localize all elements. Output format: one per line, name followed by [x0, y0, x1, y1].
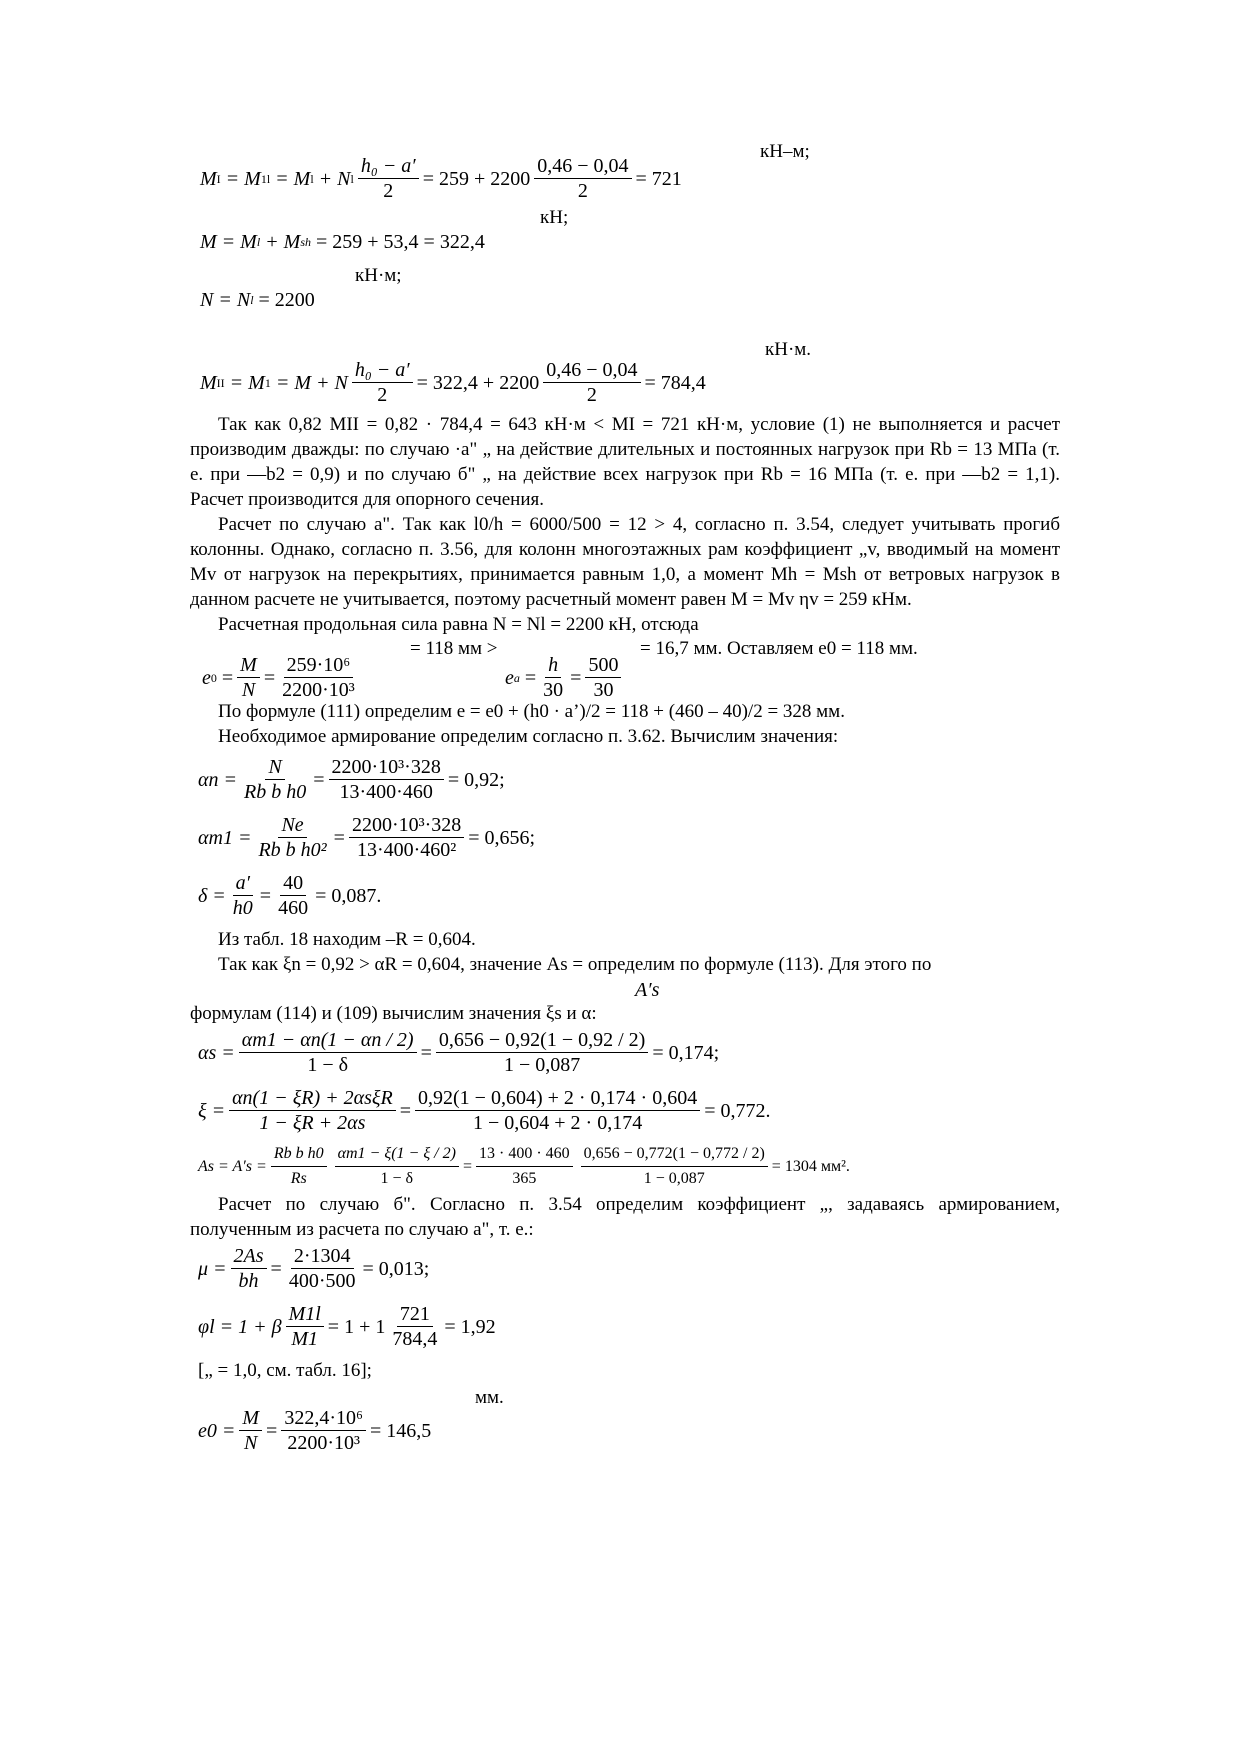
paragraph: Так как 0,82 MII = 0,82 · 784,4 = 643 кН·м < MI = 721 кН·м, условие (1) не выполняется и расчет производим дважды: по случаю ·а" „ на действие длительных и постоянных нагрузок при Rb = 13 МПа (т. е. при —b2 = 0,9) и по случаю б" „ на действие всех нагрузок при Rb = 16 МПа (т. е. при —b2 = 1,1). Расчет производится для опорного сечения. — [190, 414, 1060, 510]
fraction: $\frac{\text{h₀ − a′}}{2}$ — [352, 358, 413, 407]
equation-body: M I = M 1l = M l + N l $\frac{\text{h₀ − a′}}{2}$ = 259 + 2200 $\frac{0,46 - 0,04}{2}$ = 721 — [200, 155, 682, 202]
equation-m — [190, 208, 1060, 256]
unit-label: мм. — [475, 1387, 504, 1408]
unit-label: кН; — [540, 207, 569, 228]
beta-note: [„ = 1,0, см. табл. 16]; — [198, 1360, 372, 1381]
equation-as: As = A′s = $\frac{\text{Rb b h0}}{Rs}$ $\frac{\alpha m1 - \xi(1 - \xi / 2)}{1 - \delta}$ = $\frac{13 \cdot 400 \cdot 460}{365}$ $\frac{0,656 - 0,772(1 - 0,772 / 2)}{1 - 0,087}$ = 1304 мм². — [190, 1142, 1060, 1192]
equation-alpha-n: αn = $\frac{N}{\text{Rb b h0}}$ = $\frac{\text{2200·10³·328}}{13\cdot 400\cdot 460}$ = 0,92; — [198, 756, 505, 803]
paragraph: Расчет по случаю а". Так как l0/h = 6000/500 = 12 > 4, согласно п. 3.54, следует учитывать прогиб колонны. Однако, согласно п. 3.56, для колонн многоэтажных рам коэффициент „v, вводимый на момент Mv от нагрузок на перекрытиях, принимается равным 1,0, а момент Mh = Msh от ветровых нагрузок в данном расчете не учитывается, поэтому расчетный момент равен M = Mv ηv = 259 кНм. — [190, 514, 1060, 610]
equation-e0-ea: = 118 мм > = 16,7 мм. Оставляем e0 = 118 мм. e 0 = $\frac{M}{N}$ = $\frac{\text{259·10⁶}}{\text{2200·10³}}$ e a = $\frac{h}{30}$ = $\frac{500}{30}$ — [202, 638, 918, 701]
document-page — [190, 141, 1060, 1462]
paragraph: Расчет по случаю б". Согласно п. 3.54 определим коэффициент „, задаваясь армированием, полученным из расчета по случаю а", т. е.: — [190, 1194, 1060, 1240]
fraction: $\frac{0,46 - 0,04}{2}$ — [534, 154, 631, 203]
paragraph: Из табл. 18 находим –R = 0,604. — [218, 929, 476, 950]
as-prime-symbol: A′s — [635, 979, 660, 1001]
equation-body: N = N l = 2200 — [200, 289, 315, 311]
equation-mu: μ = $\frac{2As}{bh}$ = $\frac{2\cdot 1304}{400\cdot 500}$ = 0,013; — [198, 1245, 430, 1292]
equation-m-i — [190, 141, 1060, 208]
unit-label: кН–м; — [760, 141, 810, 162]
equation-body: M II = M 1 = M + N $\frac{\text{h₀ − a′}}{2}$ = 322,4 + 2200 $\frac{0,46 - 0,04}{2}$ = 784,4 — [200, 359, 706, 406]
equation-ea: e a = $\frac{h}{30}$ = $\frac{500}{30}$ — [505, 653, 625, 702]
paragraph-with-as: Так как ξn = 0,92 > αR = 0,604, значение As = определим по формуле (113). Для этого по A′s — [218, 954, 932, 1001]
paragraph: формулам (114) и (109) вычислим значения ξs и α: — [190, 1003, 597, 1024]
fraction: $\frac{0,46 - 0,04}{2}$ — [543, 358, 640, 407]
equation-delta: δ = $\frac{a'}{h0}$ = $\frac{40}{460}$ = 0,087. — [198, 872, 382, 919]
equation-n — [190, 256, 1060, 328]
equation-m-ii — [190, 328, 1060, 412]
equation-alpha-s: αs = $\frac{\alpha m1 - \alpha n(1 - \alpha n / 2)}{1 - \delta}$ = $\frac{0,656 - 0,92(1 - 0,92 / 2)}{1 - 0,087}$ = 0,174; — [198, 1029, 720, 1076]
equation-alpha-m1: αm1 = $\frac{Ne}{\text{Rb b h0²}}$ = $\frac{\text{2200·10³·328}}{\text{13·400·460²}}$ = 0,656; — [198, 814, 536, 861]
equation-e0-final: мм. e0 = $\frac{M}{N}$ = $\frac{\text{322,4·10⁶}}{\text{2200·10³}}$ = 146,5 — [198, 1387, 504, 1454]
unit-label: кН·м. — [765, 339, 812, 360]
equation-phi: φl = 1 + β $\frac{M1l}{M1}$ = 1 + 1 $\frac{721}{784,4}$ = 1,92 — [198, 1303, 496, 1350]
paragraph: По формуле (111) определим e = e0 + (h0 · a’)/2 = 118 + (460 – 40)/2 = 328 мм. — [218, 701, 845, 722]
equation-e0: e 0 = $\frac{M}{N}$ = $\frac{\text{259·10⁶}}{\text{2200·10³}}$ — [202, 654, 355, 701]
paragraph: Необходимое армирование определим согласно п. 3.62. Вычислим значения: — [218, 726, 839, 747]
unit-label: кН·м; — [355, 265, 402, 286]
paragraph: Расчетная продольная сила равна N = Nl = 2200 кН, отсюда — [218, 614, 699, 635]
equation-xi: ξ = $\frac{\text{αn(1 − ξR) + 2αsξR}}{1 - \xi R + 2\alpha s}$ = $\frac{0,92(1 - 0,604) + 2 \cdot 0,174 \cdot 0,604}{1 - 0,604 + 2 \cdot 0,174}$ = 0,772. — [198, 1087, 771, 1134]
equation-body: M = M l + M sh = 259 + 53,4 = 322,4 — [200, 231, 485, 253]
fraction: $\frac{\text{h₀ − a′}}{2}$ — [358, 154, 419, 203]
